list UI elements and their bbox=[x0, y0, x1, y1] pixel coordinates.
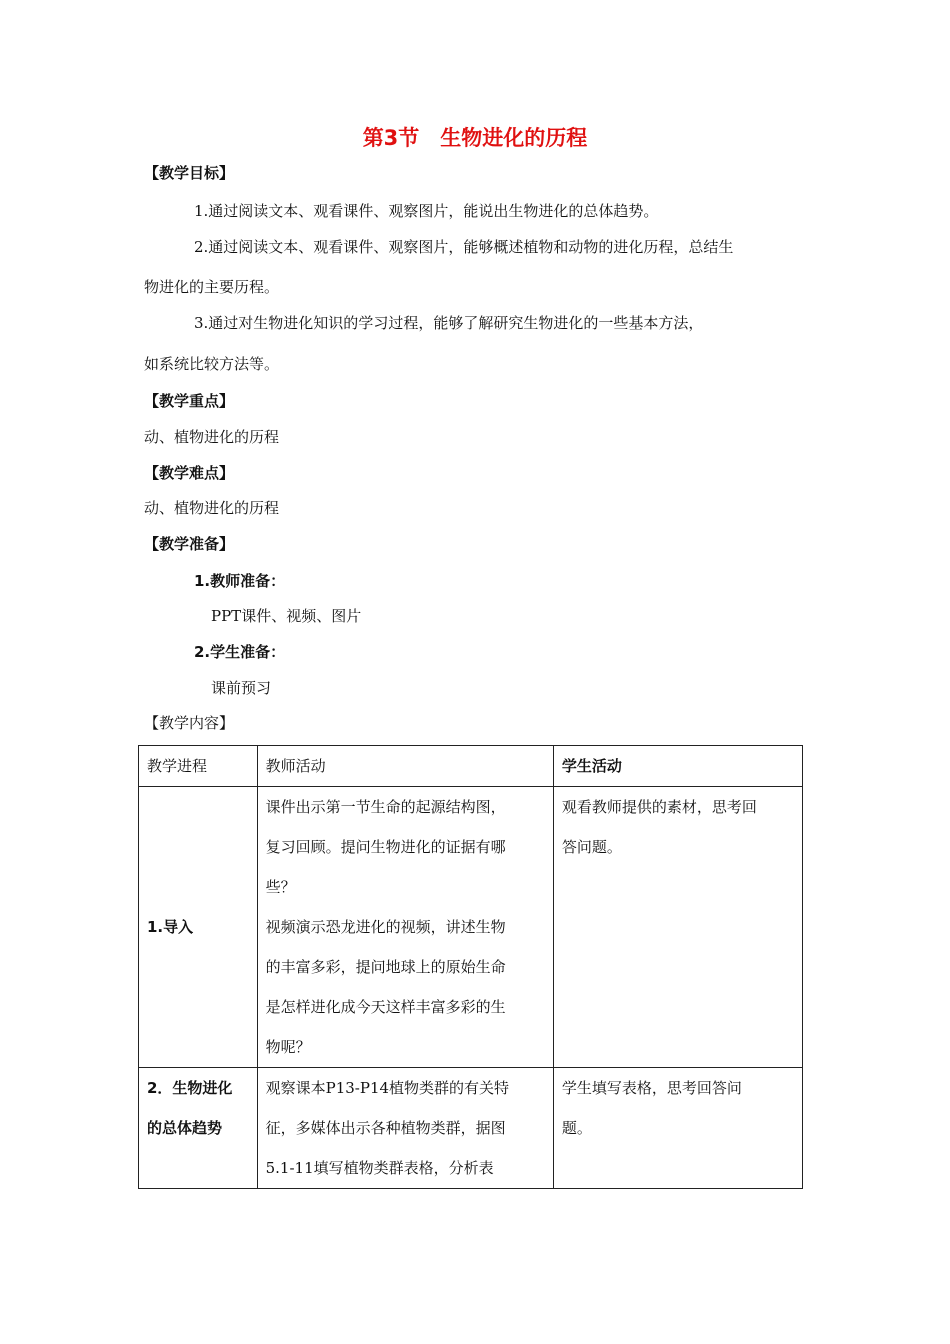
objective-2-line2: 物进化的主要历程。 bbox=[144, 278, 280, 296]
teacher-prep-label: 1.教师准备： bbox=[194, 572, 286, 590]
student-activity-cell bbox=[553, 1068, 802, 1189]
teacher-line: 的丰富多彩，提问地球上的原始生命 bbox=[265, 958, 506, 976]
teacher-line: 物呢？ bbox=[265, 1038, 311, 1056]
objectives-heading: 【教学目标】 bbox=[144, 164, 235, 182]
content-heading: 【教学内容】 bbox=[144, 714, 235, 732]
teacher-line: 是怎样进化成今天这样丰富多彩的生 bbox=[265, 998, 506, 1016]
objective-1: 1.通过阅读文本、观看课件、观察图片，能说出生物进化的总体趋势。 bbox=[194, 202, 659, 220]
teacher-line: 课件出示第一节生命的起源结构图， bbox=[265, 798, 506, 816]
table-header-row bbox=[139, 746, 803, 787]
page-title: 第3节 生物进化的历程 bbox=[362, 126, 588, 150]
student-prep-text: 课前预习 bbox=[211, 679, 272, 697]
teacher-prep-text: PPT课件、视频、图片 bbox=[211, 607, 362, 625]
preparation-heading: 【教学准备】 bbox=[144, 535, 235, 553]
teacher-line: 视频演示恐龙进化的视频，讲述生物 bbox=[265, 918, 506, 936]
teacher-line: 征，多媒体出示各种植物类群，据图 bbox=[265, 1119, 506, 1137]
stage-cell: 1.导入 bbox=[139, 787, 258, 1068]
lesson-table bbox=[138, 745, 803, 1189]
header-student: 学生活动 bbox=[553, 746, 802, 787]
teacher-line: 复习回顾。提问生物进化的证据有哪 bbox=[265, 838, 506, 856]
student-line: 观看教师提供的素材，思考回 bbox=[561, 798, 757, 816]
difficulties-heading: 【教学难点】 bbox=[144, 464, 235, 482]
student-line: 答问题。 bbox=[561, 838, 622, 856]
teacher-line: 观察课本P13-P14植物类群的有关特 bbox=[265, 1079, 510, 1097]
teacher-line: 5.1-11填写植物类群表格，分析表 bbox=[265, 1159, 494, 1177]
key-points-heading: 【教学重点】 bbox=[144, 392, 235, 410]
objective-2-line1: 2.通过阅读文本、观看课件、观察图片，能够概述植物和动物的进化历程，总结生 bbox=[194, 238, 734, 256]
student-prep-label: 2.学生准备： bbox=[194, 643, 286, 661]
table-row bbox=[139, 787, 803, 1068]
stage-cell bbox=[139, 1068, 258, 1189]
objective-3-line1: 3.通过对生物进化知识的学习过程，能够了解研究生物进化的一些基本方法， bbox=[194, 314, 704, 332]
stage-line: 的总体趋势 bbox=[147, 1119, 223, 1137]
student-line: 学生填写表格，思考回答问 bbox=[561, 1079, 742, 1097]
student-line: 题。 bbox=[561, 1119, 592, 1137]
objective-3-line2: 如系统比较方法等。 bbox=[144, 355, 280, 373]
header-stage: 教学进程 bbox=[139, 746, 258, 787]
stage-line: 2．生物进化 bbox=[147, 1079, 233, 1097]
teacher-activity-cell bbox=[257, 787, 553, 1068]
table-row bbox=[139, 1068, 803, 1189]
header-teacher: 教师活动 bbox=[257, 746, 553, 787]
teacher-activity-cell bbox=[257, 1068, 553, 1189]
teacher-line: 些？ bbox=[265, 878, 296, 896]
student-activity-cell bbox=[553, 787, 802, 1068]
difficulties-text: 动、植物进化的历程 bbox=[144, 499, 280, 517]
key-points-text: 动、植物进化的历程 bbox=[144, 428, 280, 446]
